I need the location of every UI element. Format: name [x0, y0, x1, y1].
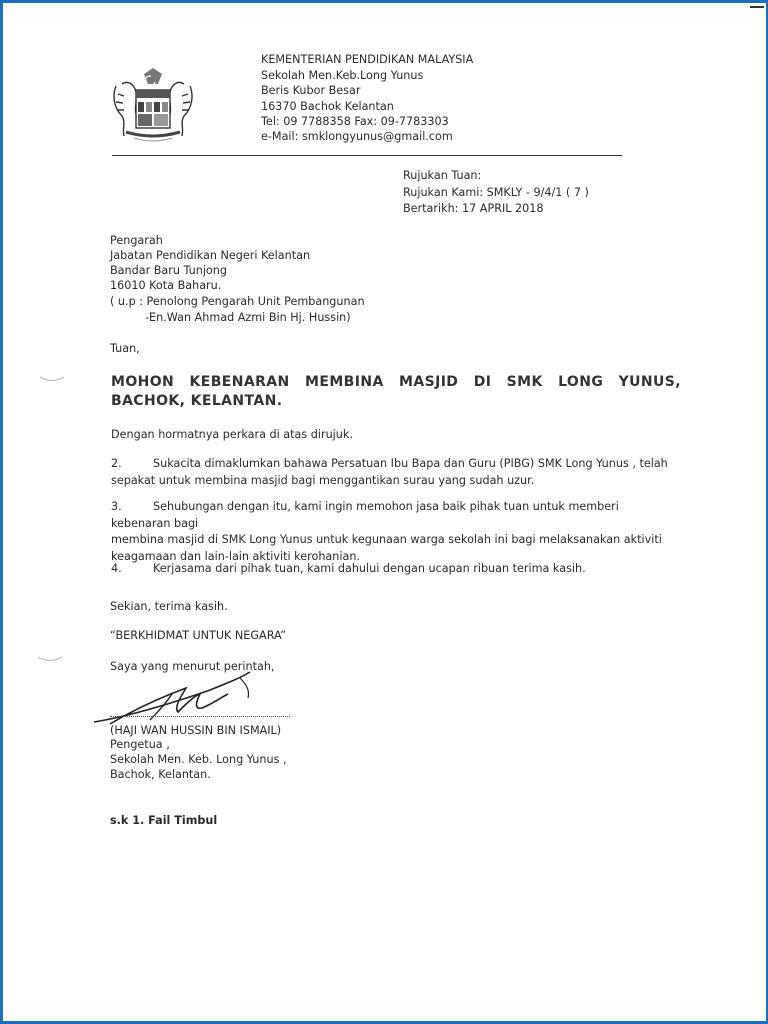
school-name: Sekolah Men.Keb.Long Yunus	[261, 69, 424, 82]
paragraph-number: 4.	[111, 562, 122, 575]
paragraph-text: membina masjid di SMK Long Yunus untuk kegunaan warga sekolah ini bagi melaksanakan aktiviti	[111, 533, 662, 546]
recipient-postcode: 16010 Kota Baharu.	[110, 279, 222, 292]
motto: “BERKHIDMAT UNTUK NEGARA”	[110, 629, 287, 642]
recipient-address: Bandar Baru Tunjong	[110, 264, 227, 277]
paragraph-text: Kerjasama dari pihak tuan, kami dahului dengan ucapan ribuan terima kasih.	[153, 562, 586, 575]
letter-subject: MOHON KEBENARAN MEMBINA MASJID DI SMK LONG YUNUS, BACHOK, KELANTAN.	[111, 374, 681, 409]
salutation: Tuan,	[110, 342, 140, 355]
paragraph-text: keagamaan dan lain-lain aktiviti kerohanian.	[111, 549, 360, 563]
phone-fax: Tel: 09 7788358 Fax: 09-7783303	[261, 115, 449, 128]
signature-line	[110, 716, 290, 717]
signatory-name: (HAJI WAN HUSSIN BIN ISMAIL)	[110, 724, 282, 737]
header-divider	[112, 155, 622, 156]
email-line: e-Mail: smklongyunus@gmail.com	[261, 130, 453, 143]
ministry-name: KEMENTERIAN PENDIDIKAN MALAYSIA	[261, 53, 474, 66]
letter-date: Bertarikh: 17 APRIL 2018	[403, 202, 544, 215]
paragraph-2	[111, 456, 681, 489]
obedient-line: Saya yang menurut perintah,	[110, 660, 275, 673]
paragraph-number: 2.	[111, 457, 122, 470]
signatory-place: Bachok, Kelantan.	[110, 768, 211, 781]
paragraph-3	[111, 499, 681, 565]
recipient-title: Pengarah	[110, 234, 163, 247]
recipient-department: Jabatan Pendidikan Negeri Kelantan	[110, 249, 311, 262]
attention-line: ( u.p : Penolong Pengarah Unit Pembangunan	[110, 295, 365, 308]
address-line: Beris Kubor Besar	[261, 84, 361, 97]
signatory-title: Pengetua ,	[110, 738, 170, 751]
paragraph-text: Sehubungan dengan itu, kami ingin memohon jasa baik pihak tuan untuk memberi kebenaran bagi	[111, 500, 619, 530]
signatory-school: Sekolah Men. Keb. Long Yunus ,	[110, 753, 287, 766]
paragraph-text: Sukacita dimaklumkan bahawa Persatuan Ibu Bapa dan Guru (PIBG) SMK Long Yunus , telah	[153, 457, 668, 470]
your-reference: Rujukan Tuan:	[403, 169, 482, 182]
closing-thanks: Sekian, terima kasih.	[110, 600, 228, 613]
intro-line: Dengan hormatnya perkara di atas dirujuk.	[111, 428, 353, 441]
our-reference: Rujukan Kami: SMKLY - 9/4/1 ( 7 )	[403, 186, 589, 199]
paragraph-number: 3.	[111, 500, 122, 513]
paragraph-4	[111, 561, 681, 578]
postcode-line: 16370 Bachok Kelantan	[261, 100, 394, 113]
carbon-copy: s.k 1. Fail Timbul	[110, 814, 218, 827]
attention-name: -En.Wan Ahmad Azmi Bin Hj. Hussin)	[145, 311, 351, 324]
punch-hole-mark	[38, 374, 66, 384]
paragraph-text: sepakat untuk membina masjid bagi menggantikan surau yang sudah uzur.	[111, 473, 535, 487]
punch-hole-mark	[36, 654, 64, 664]
malaysia-coat-of-arms-icon	[108, 66, 198, 146]
